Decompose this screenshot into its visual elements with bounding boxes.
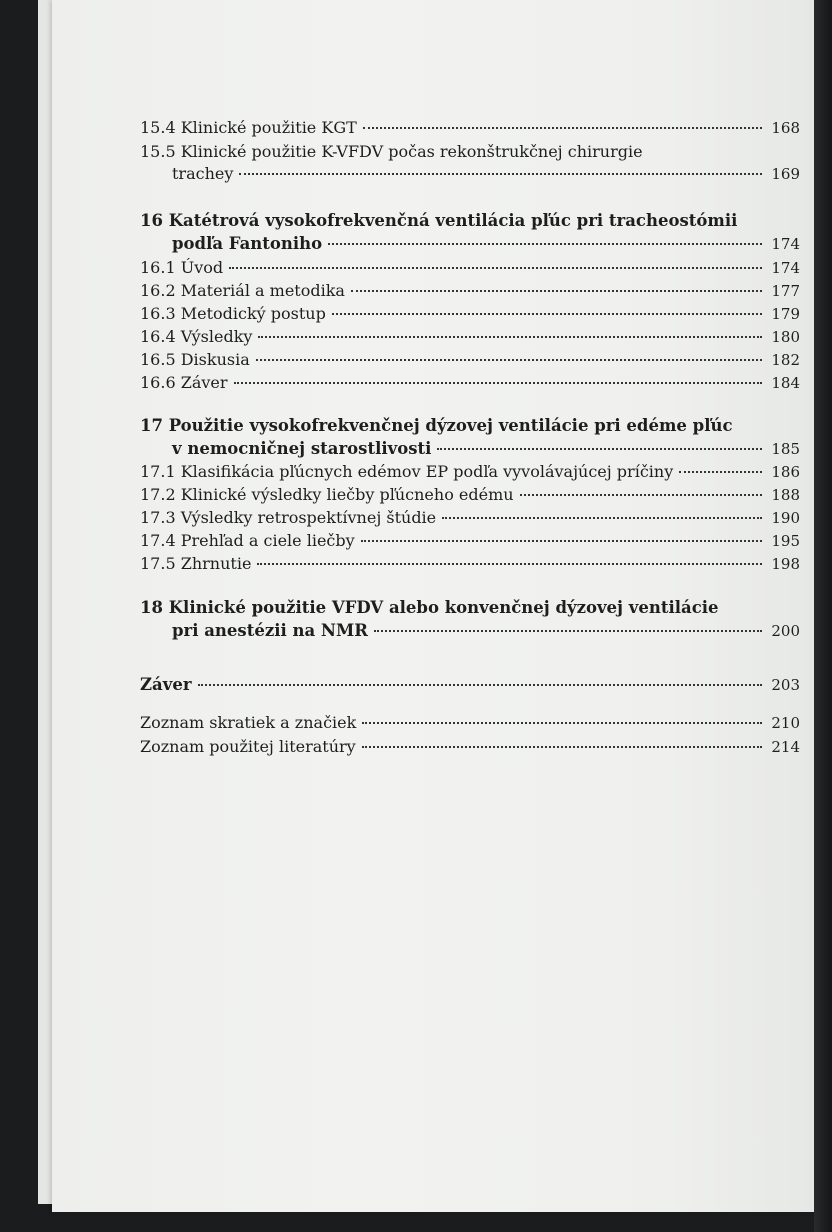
- dot-leader: [229, 267, 762, 269]
- dot-leader: [437, 448, 762, 450]
- toc-page-number: 179: [771, 305, 800, 323]
- toc-conclusion: [140, 674, 800, 696]
- dot-leader: [679, 471, 762, 473]
- dot-leader: [234, 382, 762, 384]
- toc-entry-17-3: [140, 507, 800, 529]
- toc-entry-17-5: [140, 553, 800, 575]
- toc-chapter-17: [140, 415, 800, 437]
- toc-entry-title: 16.4 Výsledky: [140, 327, 253, 346]
- toc-entry-title: 15.5 Klinické použitie K-VFDV počas rekonštrukčnej chirurgie: [140, 142, 643, 161]
- toc-entry-title: 16.1 Úvod: [140, 258, 224, 277]
- toc-entry-17-2: [140, 484, 800, 506]
- dot-leader: [374, 630, 762, 632]
- toc-entry-title: 17.2 Klinické výsledky liečby pľúcneho edému: [140, 485, 514, 504]
- dot-leader: [328, 243, 762, 245]
- toc-entry-16-4: [140, 326, 800, 348]
- toc-page-number: 180: [771, 328, 800, 346]
- toc-page-number: 174: [771, 235, 800, 253]
- toc-chapter-16-cont: [172, 233, 800, 255]
- toc-page-number: 177: [771, 282, 800, 300]
- toc-entry-17-1: [140, 461, 800, 483]
- toc-chapter-18-cont: [172, 620, 800, 642]
- toc-entry-title: 16.6 Záver: [140, 373, 228, 392]
- toc-entry-title: 17.5 Zhrnutie: [140, 554, 252, 573]
- dot-leader: [362, 746, 762, 748]
- toc-page-number: 203: [771, 676, 800, 694]
- dot-leader: [332, 313, 762, 315]
- toc-entry-16-1: [140, 257, 800, 279]
- toc-page-number: 182: [771, 351, 800, 369]
- toc-page-number: 198: [771, 555, 800, 573]
- dot-leader: [362, 722, 762, 724]
- toc-entry-16-2: [140, 280, 800, 302]
- toc-chapter-title: podľa Fantoniho: [172, 234, 323, 253]
- toc-chapter-title: v nemocničnej starostlivosti: [172, 439, 432, 458]
- dot-leader: [361, 540, 762, 542]
- dot-leader: [198, 684, 762, 686]
- toc-page-number: 169: [771, 165, 800, 183]
- toc-page-number: 195: [771, 532, 800, 550]
- toc-entry-title: Zoznam použitej literatúry: [140, 737, 356, 756]
- toc-page-number: 186: [771, 463, 800, 481]
- toc-page-number: 168: [771, 119, 800, 137]
- toc-page-number: 185: [771, 440, 800, 458]
- dot-leader: [363, 127, 762, 129]
- toc-entry-16-5: [140, 349, 800, 371]
- toc-page-number: 210: [771, 714, 800, 732]
- toc-entry-title: 16.2 Materiál a metodika: [140, 281, 345, 300]
- toc-page-number: 200: [771, 622, 800, 640]
- toc-entry-16-6: [140, 372, 800, 394]
- toc-page-number: 190: [771, 509, 800, 527]
- toc-chapter-16: [140, 210, 800, 232]
- toc-abbreviations: [140, 712, 800, 734]
- toc-chapter-title: 18 Klinické použitie VFDV alebo konvenčnej dýzovej ventilácie: [140, 598, 719, 617]
- dot-leader: [256, 359, 762, 361]
- toc-entry-title: 15.4 Klinické použitie KGT: [140, 118, 357, 137]
- dot-leader: [258, 336, 762, 338]
- toc-entry-title: Zoznam skratiek a značiek: [140, 713, 357, 732]
- toc-chapter-title: pri anestézii na NMR: [172, 621, 368, 640]
- toc-entry-title: 16.5 Diskusia: [140, 350, 250, 369]
- dot-leader: [239, 173, 762, 175]
- toc-entry-15-4: [140, 117, 800, 139]
- toc-entry-15-5: [140, 141, 800, 163]
- toc-page-number: 188: [771, 486, 800, 504]
- toc-entry-title: 17.4 Prehľad a ciele liečby: [140, 531, 355, 550]
- toc-chapter-17-cont: [172, 438, 800, 460]
- toc-entry-15-5-cont: [172, 163, 800, 185]
- toc-chapter-title: 17 Použitie vysokofrekvenčnej dýzovej ventilácie pri edéme pľúc: [140, 416, 733, 435]
- toc-entry-16-3: [140, 303, 800, 325]
- dot-leader: [351, 290, 762, 292]
- toc-entry-title: 17.1 Klasifikácia pľúcnych edémov EP podľa vyvolávajúcej príčiny: [140, 462, 674, 481]
- toc-chapter-title: 16 Katétrová vysokofrekvenčná ventilácia pľúc pri tracheostómii: [140, 211, 738, 230]
- dot-leader: [257, 563, 762, 565]
- toc-references: [140, 736, 800, 758]
- toc-entry-17-4: [140, 530, 800, 552]
- toc-chapter-18: [140, 597, 800, 619]
- dot-leader: [442, 517, 762, 519]
- toc-chapter-title: Záver: [140, 675, 192, 694]
- toc-entry-title: 17.3 Výsledky retrospektívnej štúdie: [140, 508, 437, 527]
- dot-leader: [520, 494, 762, 496]
- toc-entry-title: 16.3 Metodický postup: [140, 304, 326, 323]
- toc-page-number: 184: [771, 374, 800, 392]
- toc-page-number: 214: [771, 738, 800, 756]
- toc-page-number: 174: [771, 259, 800, 277]
- toc-entry-title: trachey: [172, 164, 234, 183]
